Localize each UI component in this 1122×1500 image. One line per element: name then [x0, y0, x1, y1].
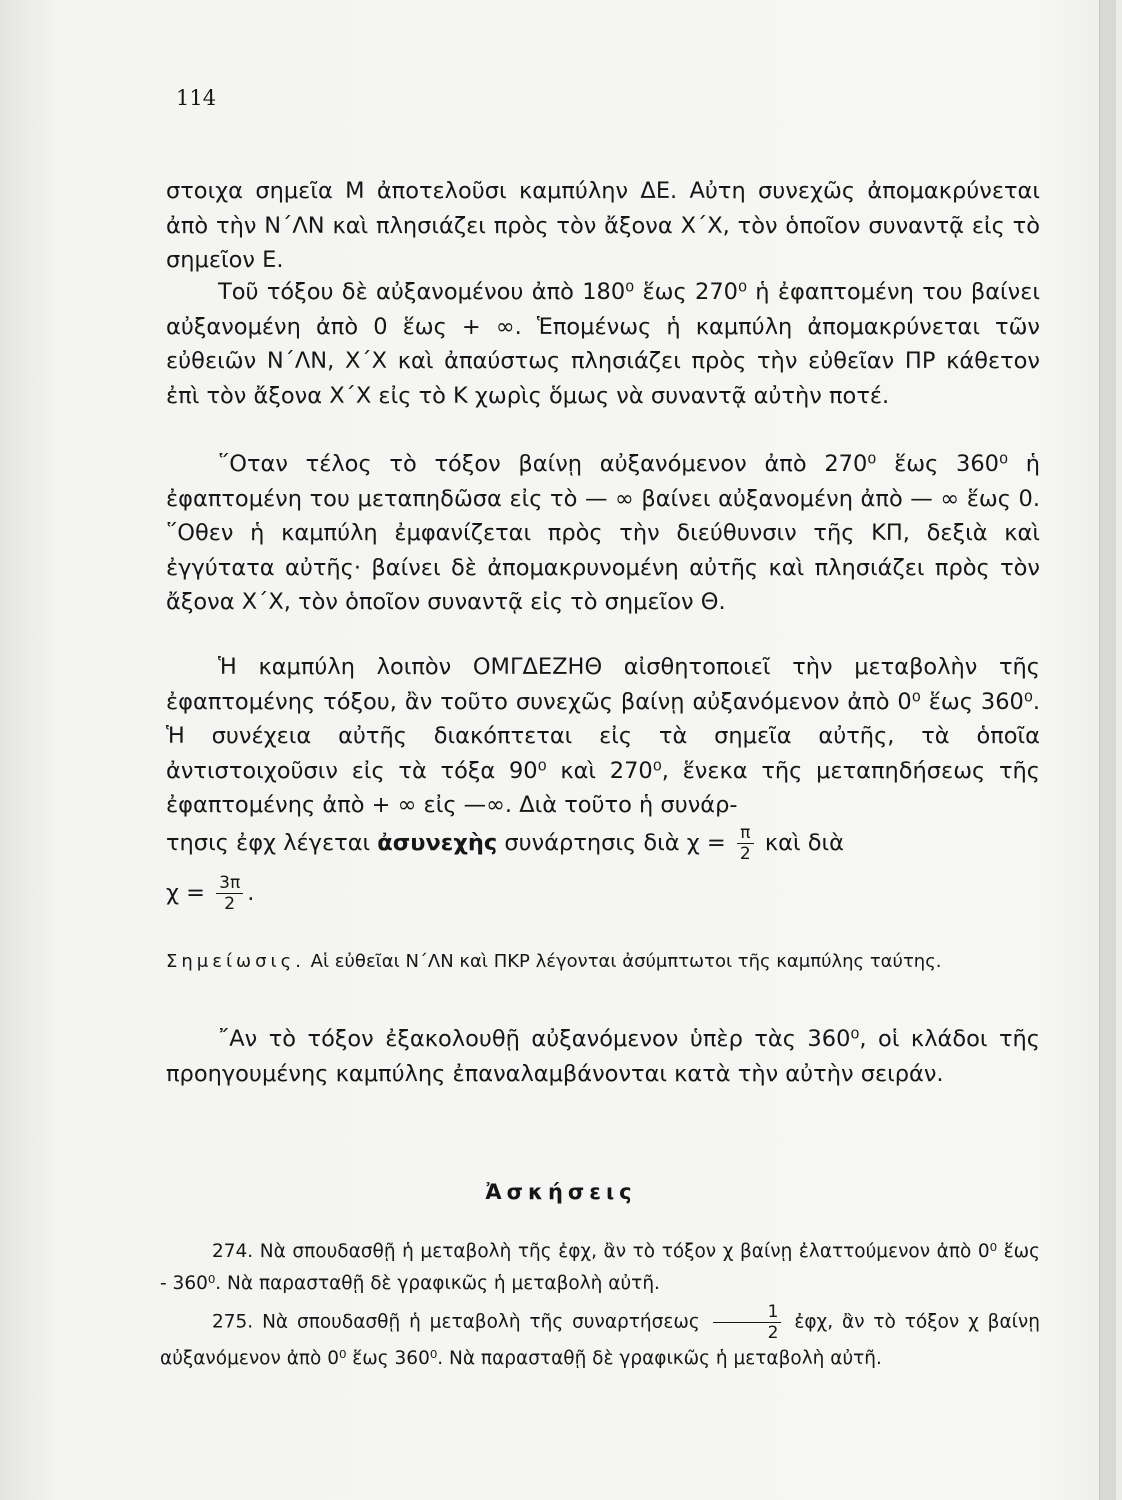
fraction-1-over-2 — [713, 1302, 782, 1343]
fraction-numerator: π — [737, 823, 754, 844]
page-edge — [1099, 0, 1116, 1500]
p4b-start: τησις ἐφχ λέγεται — [166, 830, 371, 856]
equation-3pi-over-2 — [166, 873, 254, 914]
p4b-end: καὶ διὰ — [764, 830, 844, 856]
note-text: Αἱ εὐθεῖαι Ν΄ΛΝ καὶ ΠΚΡ λέγονται ἀσύμπτωτοι τῆς καμπύλης ταύτης. — [310, 951, 942, 972]
x-equals: χ = — [166, 880, 206, 906]
paragraph-3: ῞Οταν τέλος τὸ τόξον βαίνῃ αὐξανόμενον ἀπὸ 270⁰ ἕως 360⁰ ἡ ἐφαπτομένη του μεταπηδῶσα εἰς τὸ — ∞ βαίνει αὐξανομένη ἀπὸ — ∞ ἕως 0. ῞Οθεν ἡ καμπύλη ἐμφανίζεται πρὸς τὴν διεύθυνσιν τῆς ΚΠ, δεξιὰ καὶ ἐγγύτατα αὐτῆς· βαίνει δὲ ἀπομακρυνομένη αὐτῆς καὶ πλησιάζει πρὸς τὸν ἄξονα Χ΄Χ, τὸν ὁποῖον συναντᾷ εἰς τὸ σημεῖον Θ. — [166, 451, 1040, 615]
paragraph-1: στοιχα σημεῖα Μ ἀποτελοῦσι καμπύλην ΔΕ. Αὐτη συνεχῶς ἀπομακρύνεται ἀπὸ τὴν Ν΄ΛΝ καὶ πλησιάζει πρὸς τὸν ἄξονα Χ΄Χ, τὸν ὁποῖον συναντᾷ εἰς τὸ σημεῖον Ε. — [166, 178, 1040, 273]
exercise-274: 274. Νὰ σπουδασθῇ ἡ μεταβολὴ τῆς ἐφχ, ἂν τὸ τόξον χ βαίνῃ ἐλαττούμενον ἀπὸ 0⁰ ἕως - 360⁰. Νὰ παρασταθῇ δὲ γραφικῶς ἡ μεταβολὴ αὐτῆ. — [160, 1241, 1040, 1294]
exercise-275-start: 275. Νὰ σπουδασθῇ ἡ μεταβολὴ τῆς συναρτήσεως — [212, 1311, 700, 1333]
fraction-numerator: 3π — [216, 873, 243, 894]
fraction-denominator: 2 — [224, 894, 236, 914]
paragraph-5: ῎Αν τὸ τόξον ἐξακολουθῇ αὐξανόμενον ὑπὲρ τὰς 360⁰, οἱ κλάδοι τῆς προηγουμένης καμπύλης ἐπαναλαμβάνονται κατὰ τὴν αὐτὴν σειράν. — [166, 1026, 1040, 1087]
fraction-denominator: 2 — [739, 844, 751, 864]
exercises-heading: Ἀσκήσεις — [485, 1180, 637, 1204]
fraction-numerator: 1 — [713, 1302, 782, 1323]
fraction-denominator: 2 — [767, 1323, 779, 1343]
equation-period: . — [247, 880, 255, 906]
page-number: 114 — [176, 86, 217, 110]
note — [166, 947, 1040, 977]
paragraph-4-continuation — [166, 823, 1046, 864]
p4b-bold-term: ἀσυνεχὴς — [377, 830, 498, 856]
note-label: Σημείωσις. — [166, 951, 305, 972]
fraction-3pi-over-2 — [216, 873, 243, 914]
paragraph-2: Τοῦ τόξου δὲ αὐξανομένου ἀπὸ 180⁰ ἕως 270⁰ ἡ ἐφαπτομένη του βαίνει αὐξανομένη ἀπὸ 0 ἕως + ∞. Ἑπομένως ἡ καμπύλη ἀπομακρύνεται τῶν εὐθειῶν Ν΄ΛΝ, Χ΄Χ καὶ ἀπαύστως πλησιάζει πρὸς τὴν εὐθεῖαν ΠΡ κάθετον ἐπὶ τὸν ἄξονα Χ΄Χ εἰς τὸ Κ χωρὶς ὅμως νὰ συναντᾷ αὐτὴν ποτέ. — [166, 279, 1040, 409]
paragraph-4: Ἡ καμπύλη λοιπὸν ΟΜΓΔΕΖΗΘ αἰσθητοποιεῖ τὴν μεταβολὴν τῆς ἐφαπτομένης τόξου, ἂν τοῦτο συνεχῶς βαίνῃ αὐξανόμενον ἀπὸ 0⁰ ἕως 360⁰. Ἡ συνέχεια αὐτῆς διακόπτεται εἰς τὰ σημεῖα αὐτῆς, τὰ ὁποῖα ἀντιστοιχοῦσιν εἰς τὰ τόξα 90⁰ καὶ 270⁰, ἕνεκα τῆς μεταπηδήσεως τῆς ἐφαπτομένης ἀπὸ + ∞ εἰς —∞. Διὰ τοῦτο ἡ συνάρ- — [166, 654, 1040, 818]
p4b-mid: συνάρτησις διὰ χ = — [504, 830, 726, 856]
fraction-pi-over-2 — [737, 823, 754, 864]
exercise-275-end: ἐφχ, ἂν τὸ τόξον χ βαίνῃ αὐξανόμενον ἀπὸ 0⁰ ἕως 360⁰. Νὰ παρασταθῇ δὲ γραφικῶς ἡ μεταβολὴ αὐτῆ. — [160, 1311, 1040, 1369]
exercise-275 — [160, 1302, 1040, 1375]
